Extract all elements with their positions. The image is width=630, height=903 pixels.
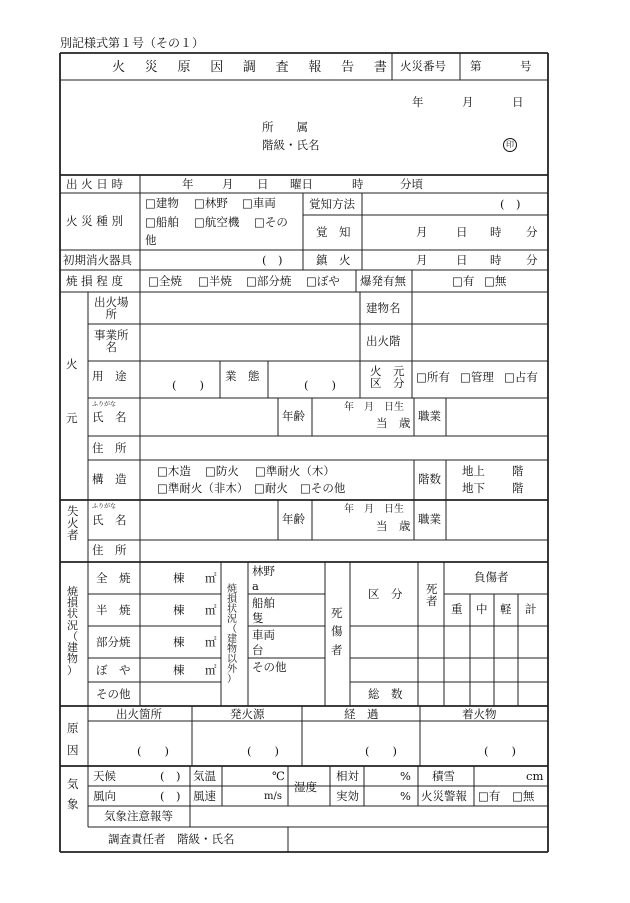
suppressed-label: 鎮 火 xyxy=(316,253,351,267)
causer-section-label xyxy=(67,505,79,541)
weather-2: 象 xyxy=(67,796,79,811)
damage-row-partial: 部分焼 xyxy=(96,635,131,649)
ship-label: 船舶 xyxy=(252,596,275,610)
awareness-minute: 分 xyxy=(526,225,538,239)
origin-birth-units: 年 月 日生 xyxy=(344,402,404,413)
origin-age-unit: 当 歳 xyxy=(376,416,411,430)
suppressed-hour: 時 xyxy=(490,253,502,267)
forest-label: 林野 xyxy=(252,564,275,578)
structure-semi-nonwood[interactable]: □準耐火（非木） xyxy=(157,481,249,495)
fire-type-other-cont: 他 xyxy=(145,233,157,247)
awareness-month: 月 xyxy=(416,225,428,239)
fire-warning-yes[interactable]: □有 xyxy=(478,789,501,803)
nb-2: 損 xyxy=(227,594,237,605)
structure-label: 構 造 xyxy=(92,472,127,486)
unit-area-1: ㎡ xyxy=(205,571,217,585)
structure-wood[interactable]: □木造 xyxy=(157,464,191,478)
unit-building-3: 棟 xyxy=(173,635,185,649)
origin-section-label xyxy=(66,358,78,424)
discovery-method-label: 覚知方法 xyxy=(309,197,355,211)
cause-1: 原 xyxy=(67,721,79,735)
fire-type-label: 火 災 種 別 xyxy=(66,214,123,228)
damage-sec-8: ） xyxy=(67,663,78,677)
casualty-2: 傷 xyxy=(331,624,343,639)
outbreak-day: 日 xyxy=(257,177,269,191)
structure-resistant[interactable]: □耐火 xyxy=(254,481,288,495)
causer-char-2: 火 xyxy=(67,516,79,531)
explosion-yes[interactable]: □有 xyxy=(452,274,475,288)
building-name-label: 建物名 xyxy=(366,301,401,315)
damage-row-small: ぼ や xyxy=(96,663,131,677)
use-label: 用 途 xyxy=(92,369,127,383)
business-type-paren: ( ) xyxy=(304,378,336,392)
damage-partial[interactable]: □部分焼 xyxy=(246,274,292,288)
place-label-1: 出火場 xyxy=(94,295,129,309)
effective-label: 実効 xyxy=(336,789,359,803)
causer-furigana: ふりがな xyxy=(92,503,117,510)
causer-address-label: 住 所 xyxy=(92,543,127,557)
weather-1: 気 xyxy=(67,777,79,791)
fire-warning-no[interactable]: □無 xyxy=(512,789,535,803)
casualty-3: 者 xyxy=(331,642,343,657)
casualty-1: 死 xyxy=(331,606,343,620)
damage-sec-7: 物 xyxy=(67,652,78,666)
cause-paren-3: ( ) xyxy=(365,744,397,758)
forest-unit: a xyxy=(252,579,259,593)
unit-area-4: ㎡ xyxy=(205,663,217,677)
wind-direction-paren: ( ) xyxy=(160,789,181,803)
cause-col-origin: 出火箇所 xyxy=(116,707,162,721)
structure-semi-wood[interactable]: □準耐火（木） xyxy=(255,464,335,478)
origin-name-label: 氏 名 xyxy=(92,410,127,424)
wind-speed-label: 風速 xyxy=(193,789,216,803)
discovery-method-paren: ( ) xyxy=(500,197,521,211)
dead-1: 死 xyxy=(426,582,438,596)
report-title: 火 災 原 因 調 査 報 告 書 xyxy=(112,60,395,75)
fire-type-ship[interactable]: □船舶 xyxy=(145,215,179,229)
business-label-1: 事業所 xyxy=(94,328,129,342)
damage-row-other: その他 xyxy=(96,687,131,701)
nb-6: 建 xyxy=(227,634,237,645)
fire-type-aircraft[interactable]: □航空機 xyxy=(194,215,240,229)
injury-serious: 重 xyxy=(451,602,463,616)
suppressed-day: 日 xyxy=(456,253,468,267)
seal-icon: 印 xyxy=(503,138,517,152)
below-ground-unit: 階 xyxy=(512,481,524,495)
business-type-label: 業 態 xyxy=(225,369,260,383)
report-month: 月 xyxy=(462,95,474,109)
above-ground-unit: 階 xyxy=(512,464,524,478)
origin-managed[interactable]: □管理 xyxy=(460,370,494,384)
causer-char-1: 失 xyxy=(67,504,79,518)
suppressed-month: 月 xyxy=(416,253,428,267)
nb-9: 外 xyxy=(227,664,237,675)
cause-section-label xyxy=(67,718,79,762)
causer-occupation-label: 職業 xyxy=(418,512,441,526)
temperature-unit: ℃ xyxy=(272,769,285,783)
origin-age-label: 年齢 xyxy=(282,409,305,423)
cause-paren-2: ( ) xyxy=(247,744,279,758)
origin-address-label: 住 所 xyxy=(92,441,127,455)
origin-occupation-label: 職業 xyxy=(418,409,441,423)
unit-area-2: ㎡ xyxy=(205,603,217,617)
unit-building-1: 棟 xyxy=(173,571,185,585)
origin-char-2: 元 xyxy=(66,411,78,426)
non-building-other: その他 xyxy=(252,660,287,674)
total-label: 総 数 xyxy=(368,687,403,701)
damage-row-half: 半 焼 xyxy=(96,603,131,617)
report-day: 日 xyxy=(512,95,524,109)
fire-type-forest[interactable]: □林野 xyxy=(194,196,228,210)
floors-label: 階数 xyxy=(418,472,441,486)
floor-label: 出火階 xyxy=(366,334,401,348)
fire-number-dai: 第 xyxy=(470,59,482,73)
extinguisher-paren: ( ) xyxy=(262,253,283,267)
awareness-label: 覚 知 xyxy=(316,225,351,239)
injury-minor: 軽 xyxy=(500,602,512,616)
above-ground-label: 地上 xyxy=(462,464,485,478)
fire-type-building[interactable]: □建物 xyxy=(145,196,179,210)
origin-occupied[interactable]: □占有 xyxy=(504,370,538,384)
fire-number-go: 号 xyxy=(520,59,532,73)
snow-label: 積雪 xyxy=(432,769,455,783)
cause-paren-4: ( ) xyxy=(484,744,516,758)
damage-section-label xyxy=(67,586,78,676)
outbreak-label: 出 火 日 時 xyxy=(66,177,123,191)
wind-speed-unit: m/s xyxy=(264,791,282,802)
investigator-label: 調査責任者 階級・氏名 xyxy=(108,832,235,846)
damage-extent-label: 焼 損 程 度 xyxy=(66,274,123,288)
origin-class-label xyxy=(370,365,405,389)
cause-col-process: 経 過 xyxy=(344,707,379,721)
injury-moderate: 中 xyxy=(476,602,488,616)
causer-age-label: 年齢 xyxy=(282,512,305,526)
damage-small[interactable]: □ぼや xyxy=(306,274,340,288)
nb-3: 状 xyxy=(227,604,237,615)
ship-unit: 隻 xyxy=(252,611,264,625)
fire-type-other[interactable]: □その xyxy=(254,215,288,229)
business-label-2: 名 xyxy=(105,340,117,355)
nb-4: 況 xyxy=(227,614,237,625)
unit-building-4: 棟 xyxy=(173,663,185,677)
damage-sec-1: 焼 xyxy=(67,585,78,598)
nb-7: 物 xyxy=(227,644,237,655)
nb-5: （ xyxy=(227,624,237,635)
causer-name-label: 氏 名 xyxy=(92,513,127,527)
vehicle-unit: 台 xyxy=(252,643,264,657)
weather-label: 天候 xyxy=(93,769,116,783)
origin-char-1: 火 xyxy=(66,357,78,371)
outbreak-year: 年 xyxy=(182,177,194,191)
damage-sec-4: 況 xyxy=(67,618,78,632)
damage-sec-3: 状 xyxy=(67,607,78,621)
use-paren: ( ) xyxy=(172,378,204,392)
advisory-label: 気象注意報等 xyxy=(104,809,173,823)
damage-row-total: 全 焼 xyxy=(96,571,131,585)
origin-class-2: 区 分 xyxy=(370,376,405,391)
unit-area-3: ㎡ xyxy=(205,635,217,649)
cause-paren-1: ( ) xyxy=(137,744,169,758)
structure-other[interactable]: □その他 xyxy=(300,481,346,495)
dead-2: 者 xyxy=(426,594,438,609)
unit-building-2: 棟 xyxy=(173,603,185,617)
causer-char-3: 者 xyxy=(67,528,79,543)
damage-total[interactable]: □全焼 xyxy=(148,274,182,288)
wind-direction-label: 風向 xyxy=(93,789,116,803)
outbreak-month: 月 xyxy=(222,177,234,191)
origin-class-1: 火 元 xyxy=(370,364,405,378)
awareness-day: 日 xyxy=(456,225,468,239)
origin-owned[interactable]: □所有 xyxy=(416,370,450,384)
casualty-label xyxy=(331,604,343,659)
humidity-label: 湿度 xyxy=(294,780,317,794)
damage-half[interactable]: □半焼 xyxy=(198,274,232,288)
nb-8: 以 xyxy=(227,654,237,665)
relative-percent: % xyxy=(400,769,411,783)
structure-fireproof[interactable]: □防火 xyxy=(205,464,239,478)
causer-age-unit: 当 歳 xyxy=(376,519,411,533)
outbreak-hour: 時 xyxy=(352,177,364,191)
injury-total: 計 xyxy=(525,602,537,616)
outbreak-minute: 分頃 xyxy=(400,177,423,191)
damage-sec-6: 建 xyxy=(67,641,78,655)
temperature-label: 気温 xyxy=(193,769,216,783)
business-name-label xyxy=(94,329,129,353)
injured-label: 負傷者 xyxy=(474,570,509,584)
class-label: 区 分 xyxy=(368,587,403,601)
weather-section-label xyxy=(67,775,79,814)
place-label xyxy=(94,296,129,320)
nb-1: 焼 xyxy=(227,584,237,595)
form-label: 別記様式第１号（その１） xyxy=(60,36,205,50)
awareness-hour: 時 xyxy=(490,225,502,239)
explosion-label: 爆発有無 xyxy=(360,274,406,288)
affiliation-label: 所 属 xyxy=(262,120,308,134)
fire-warning-label: 火災警報 xyxy=(421,789,467,803)
nb-10: ） xyxy=(227,674,237,685)
suppressed-minute: 分 xyxy=(526,253,538,267)
seal-mark xyxy=(503,138,517,152)
weather-paren: ( ) xyxy=(160,769,181,783)
effective-percent: % xyxy=(400,789,411,803)
rank-name-label: 階級・氏名 xyxy=(262,138,320,152)
non-building-label xyxy=(227,585,237,685)
fire-number-label: 火災番号 xyxy=(400,59,446,73)
fire-type-vehicle[interactable]: □車両 xyxy=(242,196,276,210)
causer-birth-units: 年 月 日生 xyxy=(344,504,404,515)
explosion-no[interactable]: □無 xyxy=(484,274,507,288)
vehicle-label: 車両 xyxy=(252,628,275,642)
snow-unit: cm xyxy=(526,769,544,783)
damage-sec-5: （ xyxy=(67,629,78,643)
cause-2: 因 xyxy=(67,742,79,757)
cause-col-material: 着火物 xyxy=(462,707,497,721)
below-ground-label: 地下 xyxy=(462,481,485,495)
cause-col-source: 発火源 xyxy=(230,707,265,721)
damage-sec-2: 損 xyxy=(67,596,78,610)
origin-furigana: ふりがな xyxy=(92,401,117,408)
dead-label xyxy=(426,583,438,607)
report-year: 年 xyxy=(412,95,424,109)
outbreak-weekday: 曜日 xyxy=(290,177,313,191)
relative-label: 相対 xyxy=(336,769,359,783)
place-label-2: 所 xyxy=(105,307,117,322)
extinguisher-label: 初期消火器具 xyxy=(63,253,132,267)
